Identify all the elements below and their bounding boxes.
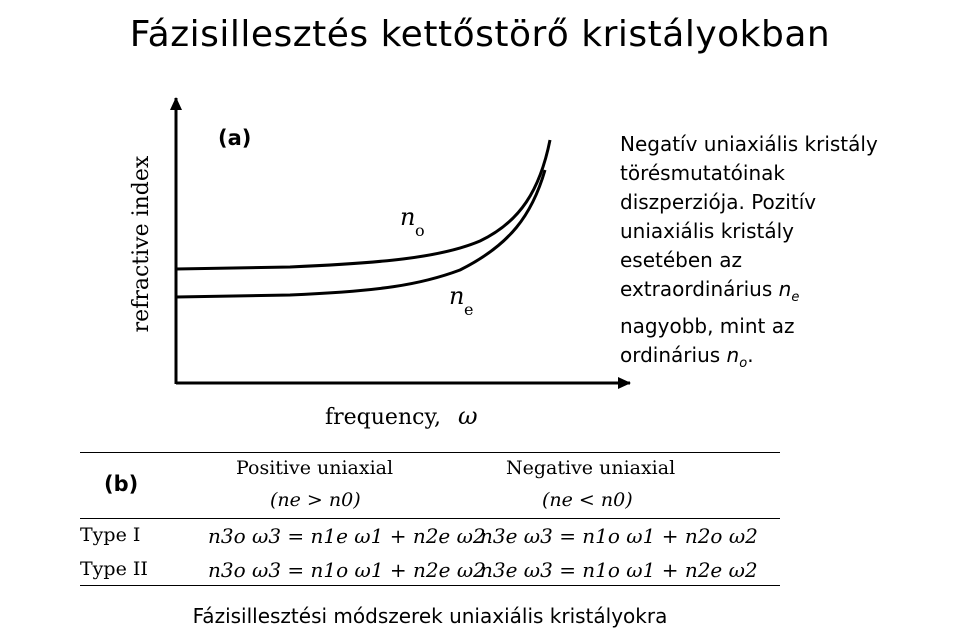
- eq-type2-positive: n3o ω3 = n1o ω1 + n2e ω2: [208, 558, 486, 582]
- phase-matching-table: [80, 452, 780, 586]
- desc-line: nagyobb, mint az: [620, 314, 795, 338]
- condition-text: (ne < n0): [542, 489, 633, 511]
- desc-subscript: o: [739, 356, 748, 371]
- curve-n-e: [176, 170, 545, 297]
- header-positive-condition: [270, 489, 361, 511]
- panel-b-label: (b): [104, 472, 139, 496]
- desc-period: .: [747, 343, 754, 367]
- header-positive: Positive uniaxial: [236, 457, 394, 479]
- desc-text: ordinárius: [620, 343, 727, 367]
- panel-a-label: (a): [218, 126, 252, 150]
- y-axis-label: refractive index: [129, 155, 154, 333]
- figure-caption: Fázisillesztési módszerek uniaxiális kristályokra: [192, 604, 668, 628]
- x-axis-symbol: ω: [458, 402, 478, 430]
- header-negative: Negative uniaxial: [506, 457, 676, 479]
- eq-type1-negative: n3e ω3 = n1o ω1 + n2o ω2: [480, 524, 758, 548]
- curve-label-n-o: n: [400, 203, 416, 231]
- desc-line-ne: [620, 275, 930, 312]
- desc-line: Negatív uniaxiális kristály: [620, 132, 878, 156]
- table-bottom-rule: [80, 585, 780, 586]
- desc-line: törésmutatóinak: [620, 161, 785, 185]
- eq-type1-positive: n3o ω3 = n1e ω1 + n2e ω2: [208, 524, 486, 548]
- desc-line: uniaxiális kristály: [620, 219, 794, 243]
- eq-type2-negative: n3e ω3 = n1o ω1 + n2e ω2: [480, 558, 758, 582]
- curve-label-n-e: n: [449, 282, 465, 310]
- desc-subscript: e: [791, 290, 800, 305]
- desc-symbol: n: [726, 343, 740, 367]
- desc-line-no: [620, 341, 930, 378]
- desc-text: extraordinárius: [620, 277, 779, 301]
- desc-line: esetében az: [620, 248, 742, 272]
- slide-title: Fázisillesztés kettőstörő kristályokban: [129, 14, 831, 55]
- x-axis-label: frequency,: [325, 405, 441, 430]
- desc-symbol: n: [778, 277, 792, 301]
- condition-text: (ne > n0): [270, 489, 361, 511]
- table-header-rule: [80, 518, 780, 519]
- figure-description: [620, 130, 930, 378]
- header-negative-condition: [542, 489, 633, 511]
- curve-label-n-e-sub: e: [464, 300, 474, 319]
- row-type-1: Type I: [80, 524, 141, 546]
- curve-label-n-o-sub: o: [415, 221, 425, 240]
- row-type-2: Type II: [80, 558, 148, 580]
- table-top-rule: [80, 452, 780, 453]
- desc-line: diszperziója. Pozitív: [620, 190, 817, 214]
